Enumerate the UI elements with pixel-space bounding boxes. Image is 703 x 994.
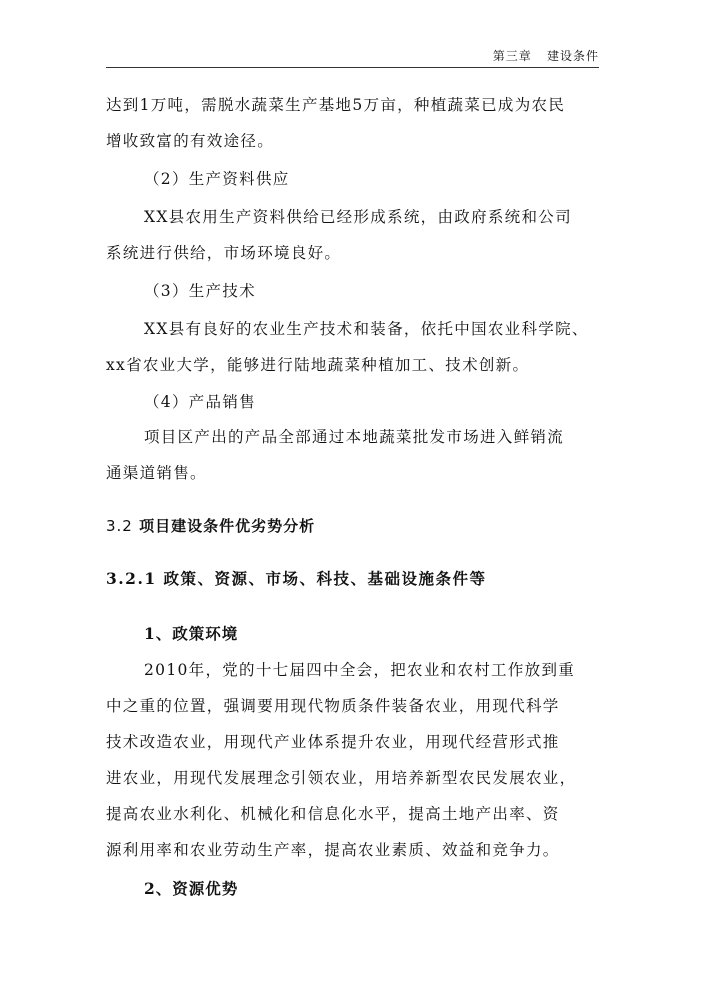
section-number: 3.2 bbox=[106, 517, 133, 535]
paragraph-line: 达到1万吨，需脱水蔬菜生产基地5万亩，种植蔬菜已成为农民 bbox=[106, 96, 566, 114]
paragraph-line: 增收致富的有效途径。 bbox=[106, 132, 275, 150]
paragraph-line: xx省农业大学，能够进行陆地蔬菜种植加工、技术创新。 bbox=[106, 356, 530, 374]
paragraph-line: 系统进行供给，市场环境良好。 bbox=[106, 244, 342, 262]
paragraph-line: 提高农业水利化、机械化和信息化水平，提高土地产出率、资 bbox=[106, 805, 560, 823]
header-chapter: 第三章 bbox=[492, 49, 532, 63]
paragraph-line: 技术改造农业，用现代产业体系提升农业，用现代经营形式推 bbox=[106, 733, 560, 751]
paragraph-line: 项目区产出的产品全部通过本地蔬菜批发市场进入鲜销流 bbox=[144, 428, 565, 446]
section-title: 项目建设条件优劣势分析 bbox=[139, 517, 316, 535]
paragraph-line: 2010年，党的十七届四中全会，把农业和农村工作放到重 bbox=[144, 661, 576, 679]
section-heading-3-2 bbox=[106, 515, 315, 536]
header-rule bbox=[106, 67, 599, 68]
page-header bbox=[106, 47, 599, 67]
paragraph-line: XX县农用生产资料供给已经形成系统，由政府系统和公司 bbox=[144, 208, 572, 226]
subheading-technology: （3）生产技术 bbox=[144, 282, 256, 300]
paragraph-line: 源利用率和农业劳动生产率，提高农业素质、效益和竞争力。 bbox=[106, 841, 560, 859]
paragraph-line: 进农业，用现代发展理念引领农业，用培养新型农民发展农业， bbox=[106, 769, 577, 787]
section-heading-3-2-1: 3.2.1 政策、资源、市场、科技、基础设施条件等 bbox=[106, 569, 487, 588]
paragraph-line: XX县有良好的农业生产技术和装备，依托中国农业科学院、 bbox=[144, 320, 589, 338]
subheading-supply: （2）生产资料供应 bbox=[144, 170, 290, 188]
header-title: 建设条件 bbox=[546, 49, 599, 63]
paragraph-line: 通渠道销售。 bbox=[106, 464, 207, 482]
heading-resource: 2、资源优势 bbox=[144, 879, 239, 898]
paragraph-line: 中之重的位置，强调要用现代物质条件装备农业，用现代科学 bbox=[106, 697, 560, 715]
subheading-sales: （4）产品销售 bbox=[144, 393, 256, 411]
heading-policy: 1、政策环境 bbox=[144, 624, 239, 643]
